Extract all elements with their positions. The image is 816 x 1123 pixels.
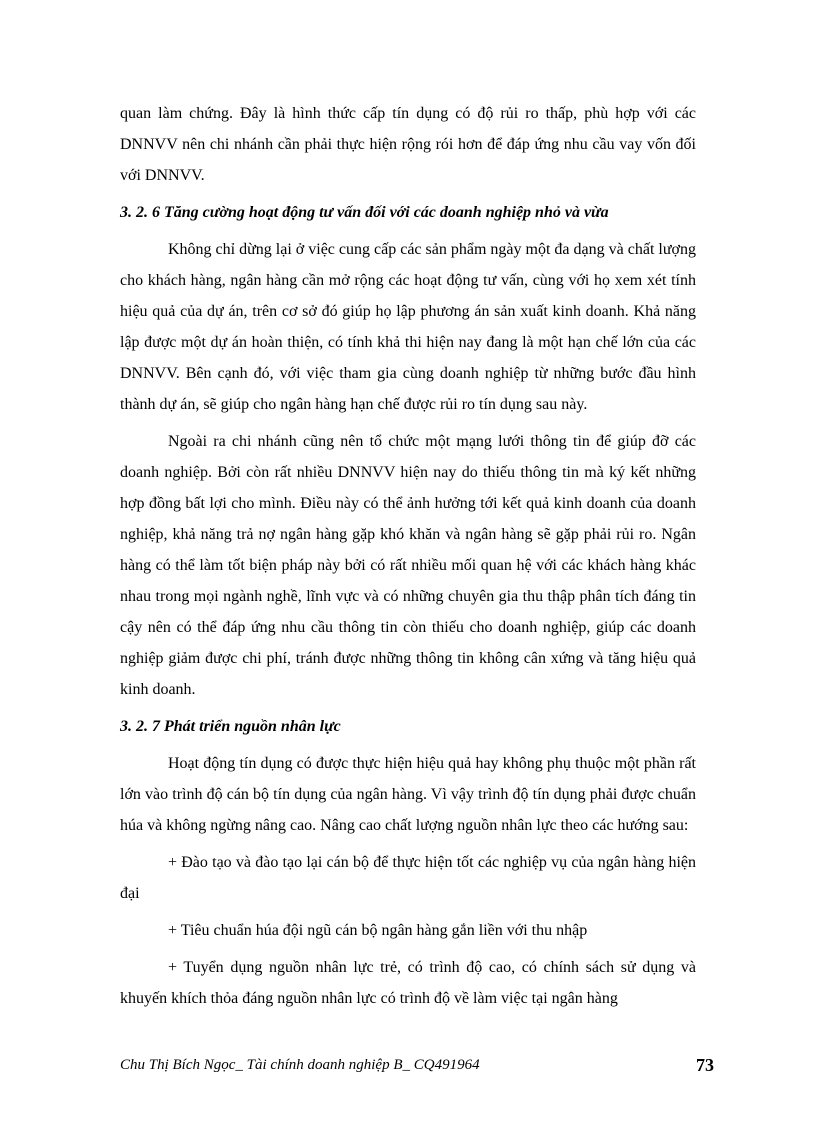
page-footer	[120, 1052, 714, 1078]
section-heading-3-2-7: 3. 2. 7 Phát triển nguồn nhân lực	[120, 718, 341, 735]
page-content	[120, 98, 696, 1020]
section-heading-3-2-6: 3. 2. 6 Tăng cường hoạt động tư vấn đối với các doanh nghiệp nhỏ và vừa	[120, 204, 609, 221]
continued-paragraph: quan làm chứng. Đây là hình thức cấp tín dụng có độ rủi ro thấp, phù hợp với các DNNVV nên chi nhánh cần phải thực hiện rộng rói hơn để đáp ứng nhu cầu vay vốn đối với DNNVV.	[120, 105, 696, 184]
page-number: 73	[696, 1055, 714, 1075]
footer-author-text: Chu Thị Bích Ngọc_ Tài chính doanh nghiệp B_ CQ491964	[120, 1057, 480, 1073]
bullet-item-recruitment: + Tuyển dụng nguồn nhân lực trẻ, có trình độ cao, có chính sách sử dụng và khuyến khích thỏa đáng nguồn nhân lực có trình độ về làm việc tại ngân hàng	[120, 959, 696, 1007]
bullet-item-training: + Đào tạo và đào tạo lại cán bộ để thực hiện tốt các nghiệp vụ của ngân hàng hiện đại	[120, 854, 696, 902]
section-3-2-7-paragraph-1: Hoạt động tín dụng có được thực hiện hiệu quả hay không phụ thuộc một phần rất lớn vào trình độ cán bộ tín dụng của ngân hàng. Vì vậy trình độ tín dụng phải được chuẩn húa và không ngừng nâng cao. Nâng cao chất lượng nguồn nhân lực theo các hướng sau:	[120, 755, 696, 834]
bullet-item-standardization: + Tiêu chuẩn húa đội ngũ cán bộ ngân hàng gắn liền với thu nhập	[168, 922, 588, 939]
section-3-2-6-paragraph-2: Ngoài ra chi nhánh cũng nên tổ chức một mạng lưới thông tin để giúp đỡ các doanh nghiệp. Bởi còn rất nhiều DNNVV hiện nay do thiếu thông tin mà ký kết những hợp đồng bất lợi cho mình. Điều này có thể ảnh hưởng tới kết quả kinh doanh của doanh nghiệp, khả năng trả nợ ngân hàng gặp khó khăn và ngân hàng sẽ gặp phải rủi ro. Ngân hàng có thể làm tốt biện pháp này bởi có rất nhiều mối quan hệ với các khách hàng khác nhau trong mọi ngành nghề, lĩnh vực và có những chuyên gia thu thập phân tích đáng tin cậy nên có thể đáp ứng nhu cầu thông tin còn thiếu cho doanh nghiệp, giúp các doanh nghiệp giảm được chi phí, tránh được những thông tin không cân xứng và tăng hiệu quả kinh doanh.	[120, 433, 696, 698]
section-3-2-6-paragraph-1: Không chỉ dừng lại ở việc cung cấp các sản phẩm ngày một đa dạng và chất lượng cho khách hàng, ngân hàng cần mở rộng các hoạt động tư vấn, cùng với họ xem xét tính hiệu quả của dự án, trên cơ sở đó giúp họ lập phương án sản xuất kinh doanh. Khả năng lập được một dự án hoàn thiện, có tính khả thi hiện nay đang là một hạn chế lớn của các DNNVV. Bên cạnh đó, với việc tham gia cùng doanh nghiệp từ những bước đầu hình thành dự án, sẽ giúp cho ngân hàng hạn chế được rủi ro tín dụng sau này.	[120, 241, 696, 413]
